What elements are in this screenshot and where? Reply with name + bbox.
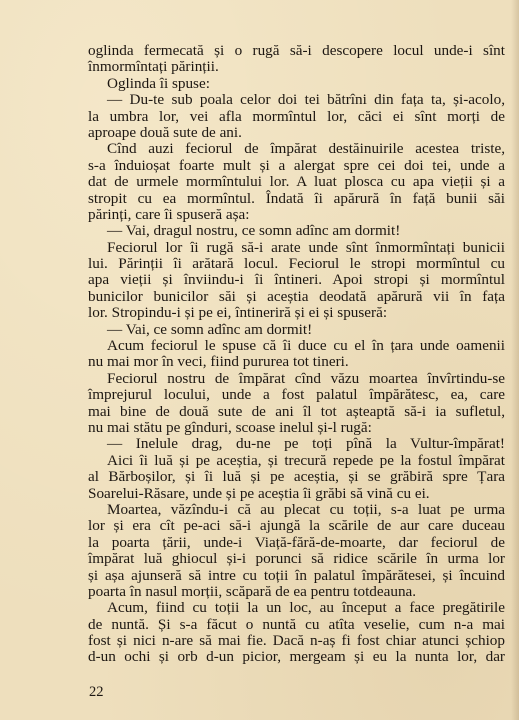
text-line: — Vai, dragul nostru, ce somn adînc am dormit! xyxy=(107,222,401,240)
text-line: nu mai stătu pe gînduri, scoase inelul și-l rugă: xyxy=(88,418,372,436)
text-line: Cînd auzi feciorul de împărat destăinuirile acestea triste, xyxy=(107,140,505,158)
text-line: al Bărboșilor, și îi luă și pe aceștia, și se grăbiră spre Țara xyxy=(88,468,505,486)
text-line: Moartea, văzîndu-i că au plecat cu toții, s-a luat pe urma xyxy=(107,500,505,518)
text-line: lor. Stropindu-i și pe ei, întineriră și ei și spuseră: xyxy=(88,304,388,322)
text-line: la poarta țării, unde-i Viață-fără-de-moarte, dar feciorul de xyxy=(88,533,505,551)
text-line: — Du-te sub poala celor doi tei bătrîni din fața ta, și-acolo, xyxy=(107,91,505,109)
text-line: Oglinda îi spuse: xyxy=(107,74,210,92)
text-line: fost și nici n-are să mai fie. Dacă n-aș fi fost chiar atunci șchiop xyxy=(88,632,505,650)
text-line: la umbra lor, vei afla mormîntul lor, căci ei sînt morți de xyxy=(88,107,505,125)
text-line: Acum, fiind cu toții la un loc, au început a face pregătirile xyxy=(107,599,505,617)
text-line: apa vieții și înviindu-i îi întineri. Apoi stropi și mormîntul xyxy=(88,271,505,289)
text-line: Acum feciorul le spuse că îi duce cu el în țara unde oamenii xyxy=(107,337,505,355)
text-line: și așa ajunseră să intre cu toții în palatul împărătesei, și încuind xyxy=(88,566,505,584)
text-line: bunicilor bunicilor săi și aceștia deodată apărură vii în fața xyxy=(88,287,505,305)
text-line: poarta în nasul morții, scăpară de ea pentru totdeauna. xyxy=(88,582,417,600)
text-line: s-a înduioșat foarte mult și a alergat spre cei doi tei, unde a xyxy=(88,156,505,174)
text-line: părinți, care îi spuseră așa: xyxy=(88,205,250,223)
text-line: oglinda fermecată și o rugă să-i descopere locul unde-i sînt xyxy=(88,42,505,59)
text-line: lor și era cît pe-aci să-i ajungă la scările de aur care duceau xyxy=(88,517,505,535)
text-line: împrejurul locului, unde a fost palatul împărătesc, ea, care xyxy=(88,386,505,404)
text-line: — Inelule drag, du-ne pe toți pînă la Vultur-împărat! xyxy=(107,435,505,453)
text-line: de nuntă. Și s-a făcut o nuntă cu atîta veselie, cum n-a mai xyxy=(88,615,505,633)
text-line: d-un ochi și orb d-un picior, mergeam și eu la nunta lor, dar xyxy=(88,648,505,666)
text-line: înmormîntați părinții. xyxy=(88,58,219,76)
text-line: Feciorul lor îi rugă să-i arate unde sînt înmormîntați bunicii xyxy=(107,238,505,256)
text-line: stropit cu ea mormîntul. Îndată îi apărură în față bunii săi xyxy=(88,189,505,207)
text-line: mai bine de două sute de ani îl tot așteaptă să-i ia sufletul, xyxy=(88,402,505,420)
body-text xyxy=(88,43,505,666)
text-line: împărat luă ghiocul și-i porunci să ridice scările în urma lor xyxy=(88,550,505,568)
text-line: nu mai mor în veci, fiind pururea tot tineri. xyxy=(88,353,349,371)
text-line: Soarelui-Răsare, unde și pe aceștia îi grăbi să vină cu ei. xyxy=(88,484,430,502)
text-line: aproape două sute de ani. xyxy=(88,123,242,141)
text-line: dat de urmele mormîntului lor. A luat plosca cu apa vieții și a xyxy=(88,173,505,191)
text-line: Aici îi luă și pe aceștia, și trecură repede pe la fostul împărat xyxy=(107,451,505,469)
text-line: Feciorul nostru de împărat cînd văzu moartea învîrtindu-se xyxy=(107,369,505,387)
page-number: 22 xyxy=(89,684,104,700)
text-line: lui. Părinții îi arătară locul. Feciorul le stropi mormîntul cu xyxy=(88,255,505,273)
text-line: — Vai, ce somn adînc am dormit! xyxy=(107,320,313,338)
